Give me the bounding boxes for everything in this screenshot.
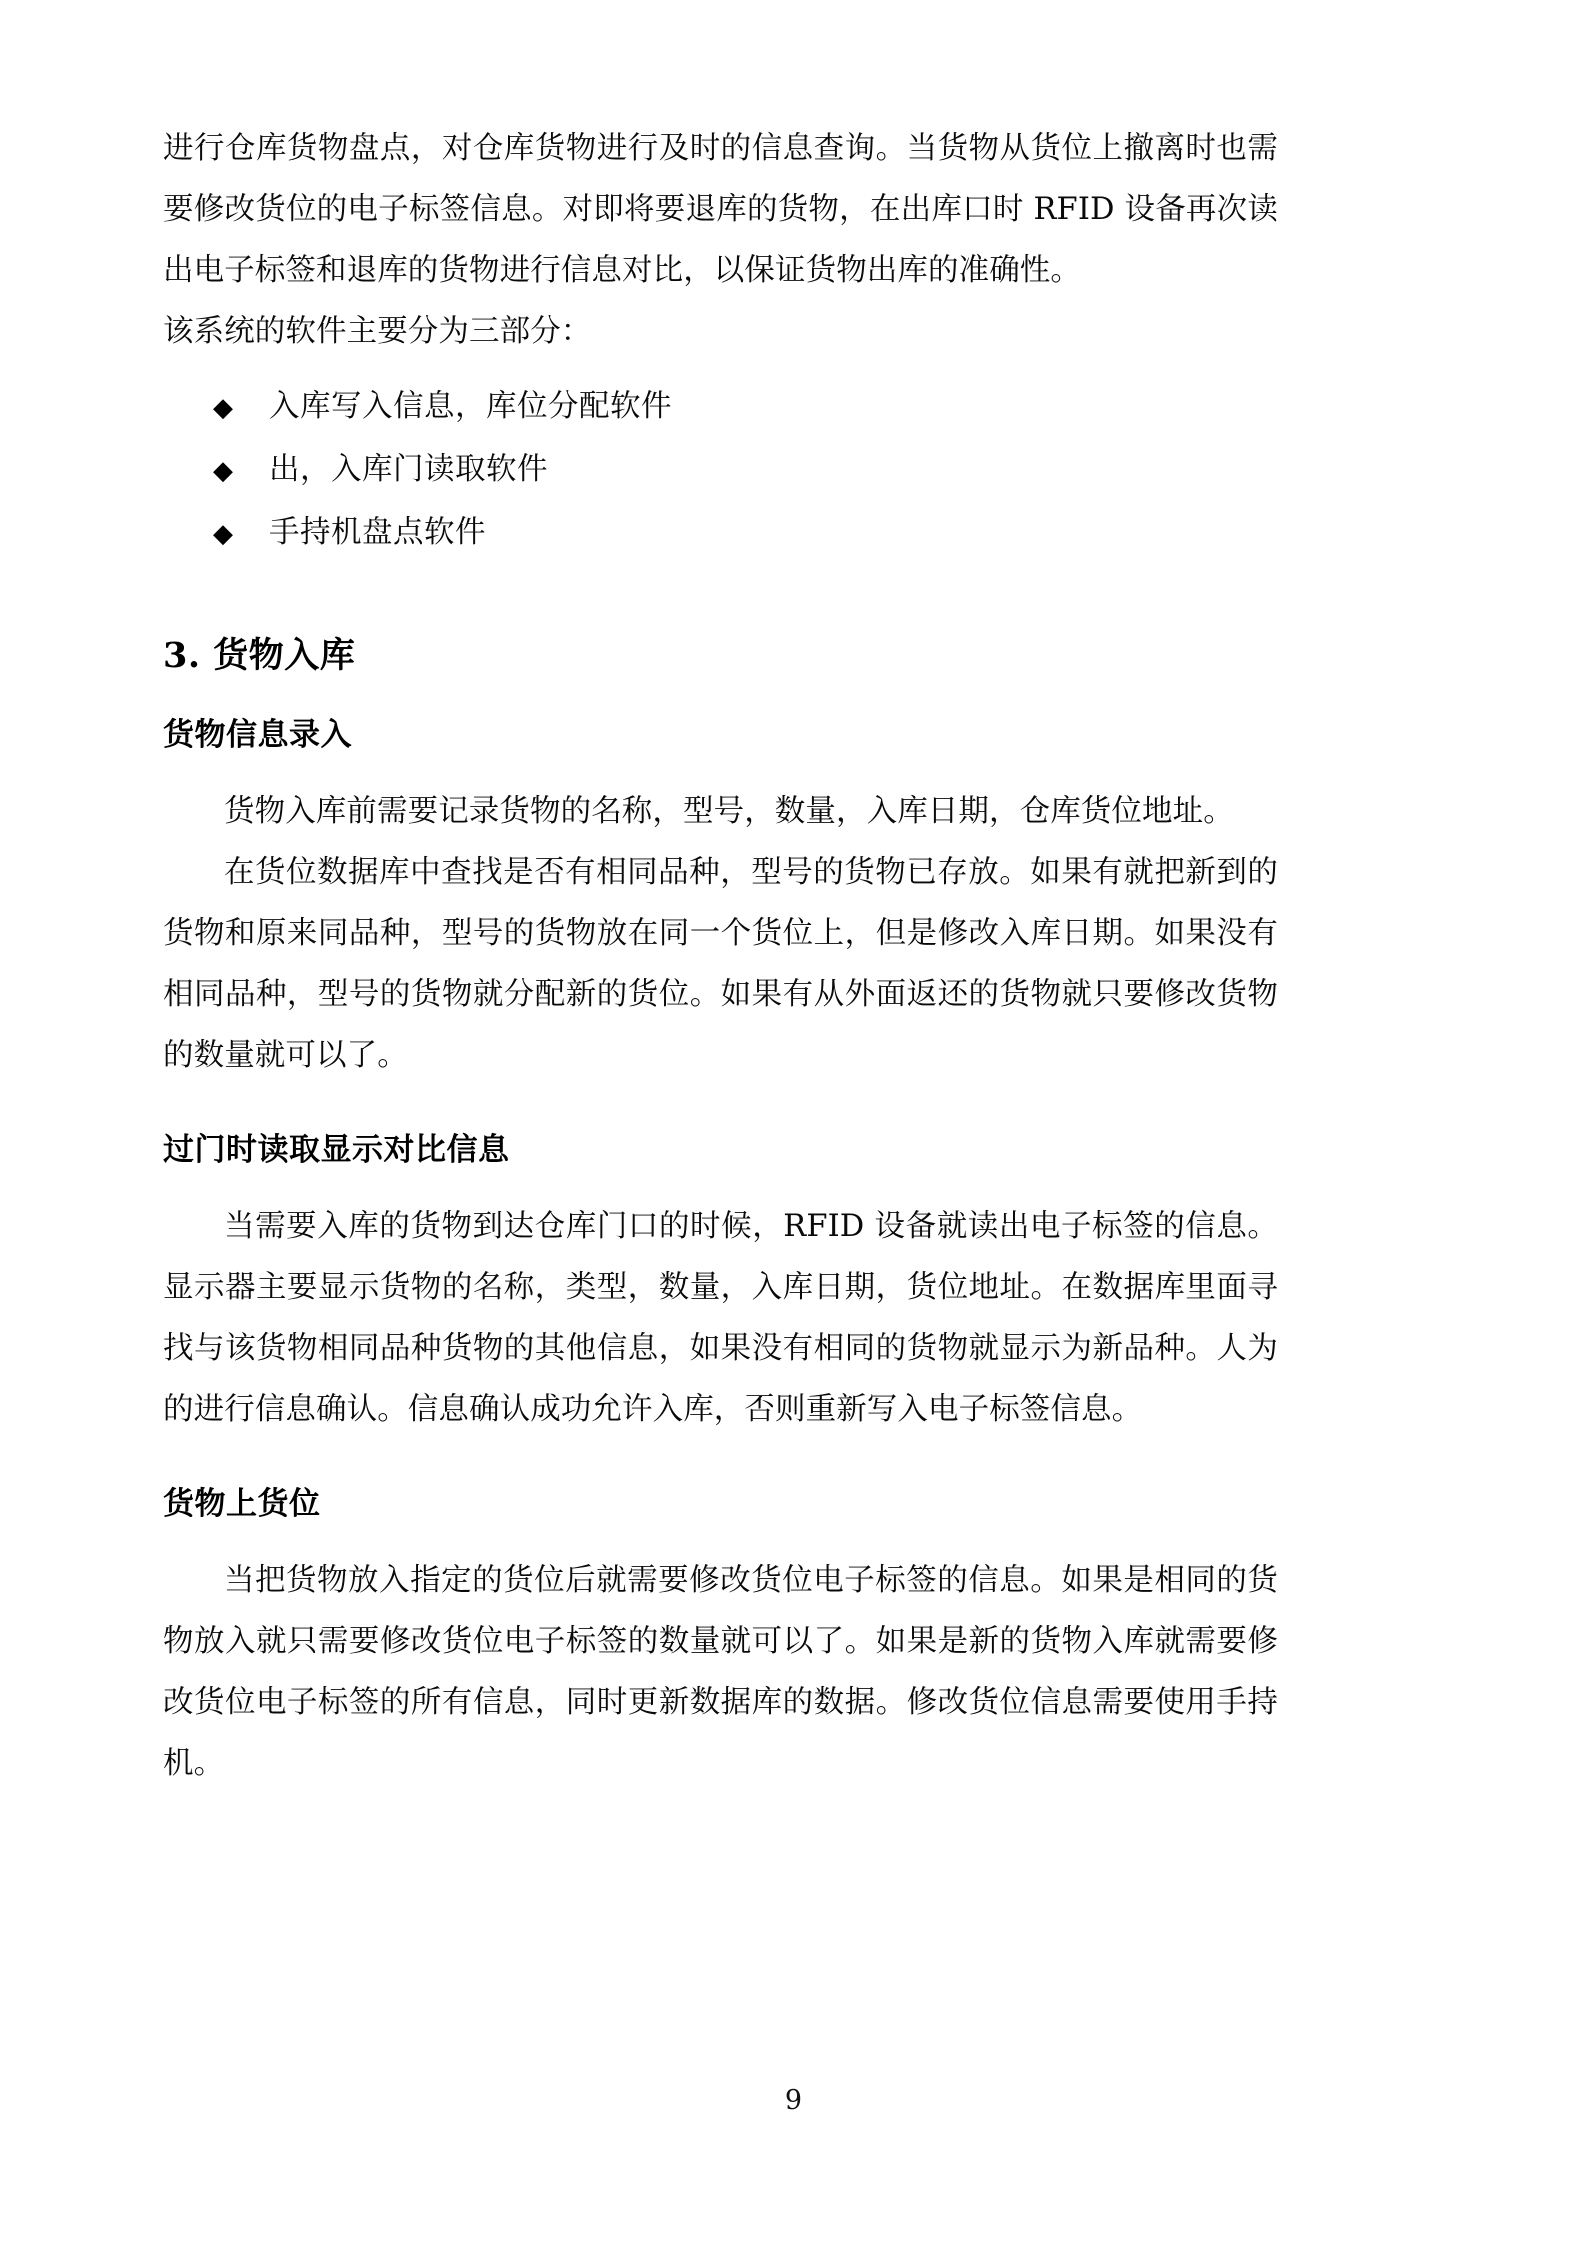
list-item-label: 手持机盘点软件 (269, 515, 486, 550)
subsection3-paragraph-1: 当把货物放入指定的货位后就需要修改货位电子标签的信息。如果是相同的货物放入就只需要修改货位电子标签的数量就可以了。如果是新的货物入库就需要修改货位电子标签的所有信息，同时更新数据库的数据。修改货位信息需要使用手持机。 (163, 1563, 1278, 1781)
section-title: 货物入库 (213, 636, 356, 676)
list-item (163, 502, 1278, 565)
diamond-bullet-icon: ◆ (213, 519, 233, 549)
software-parts-list (163, 376, 1278, 565)
intro-lead-paragraph: 该系统的软件主要分为三部分： (163, 314, 592, 349)
spacer (163, 765, 1278, 781)
diamond-bullet-icon: ◆ (213, 393, 233, 423)
list-item (163, 439, 1278, 502)
section-heading-3 (163, 625, 1278, 687)
list-item (163, 376, 1278, 439)
spacer (163, 1086, 1278, 1120)
section-number: 3. (163, 635, 201, 676)
spacer (163, 1180, 1278, 1196)
list-item-label: 入库写入信息，库位分配软件 (269, 389, 672, 424)
subsection2-paragraph-1: 当需要入库的货物到达仓库门口的时候，RFID 设备就读出电子标签的信息。显示器主要显示货物的名称，类型，数量，入库日期，货位地址。在数据库里面寻找与该货物相同品种货物的其他信息，如果没有相同的货物就显示为新品种。人为的进行信息确认。信息确认成功允许入库，否则重新写入电子标签信息。 (163, 1209, 1278, 1427)
page-number: 9 (784, 2085, 803, 2116)
diamond-bullet-icon: ◆ (213, 456, 233, 486)
intro-paragraph: 进行仓库货物盘点，对仓库货物进行及时的信息查询。当货物从货位上撤离时也需要修改货位的电子标签信息。对即将要退库的货物，在出库口时 RFID 设备再次读出电子标签和退库的货物进行信息对比，以保证货物出库的准确性。 (163, 131, 1278, 288)
spacer (163, 1440, 1278, 1474)
subsection1-paragraph-2: 在货位数据库中查找是否有相同品种，型号的货物已存放。如果有就把新到的货物和原来同品种，型号的货物放在同一个货位上，但是修改入库日期。如果没有相同品种，型号的货物就分配新的货位。如果有从外面返还的货物就只要修改货物的数量就可以了。 (163, 855, 1278, 1073)
list-item-label: 出，入库门读取软件 (269, 452, 548, 487)
spacer (163, 1534, 1278, 1550)
subsection1-paragraph-1: 货物入库前需要记录货物的名称，型号，数量，入库日期，仓库货位地址。 (224, 794, 1234, 829)
spacer (163, 565, 1278, 625)
subheading-goods-info-entry: 货物信息录入 (163, 717, 352, 753)
subheading-gate-read-compare: 过门时读取显示对比信息 (163, 1132, 510, 1168)
subheading-goods-to-slot: 货物上货位 (163, 1486, 321, 1522)
spacer (163, 687, 1278, 705)
page-content (163, 118, 1278, 1794)
spacer (163, 362, 1278, 376)
